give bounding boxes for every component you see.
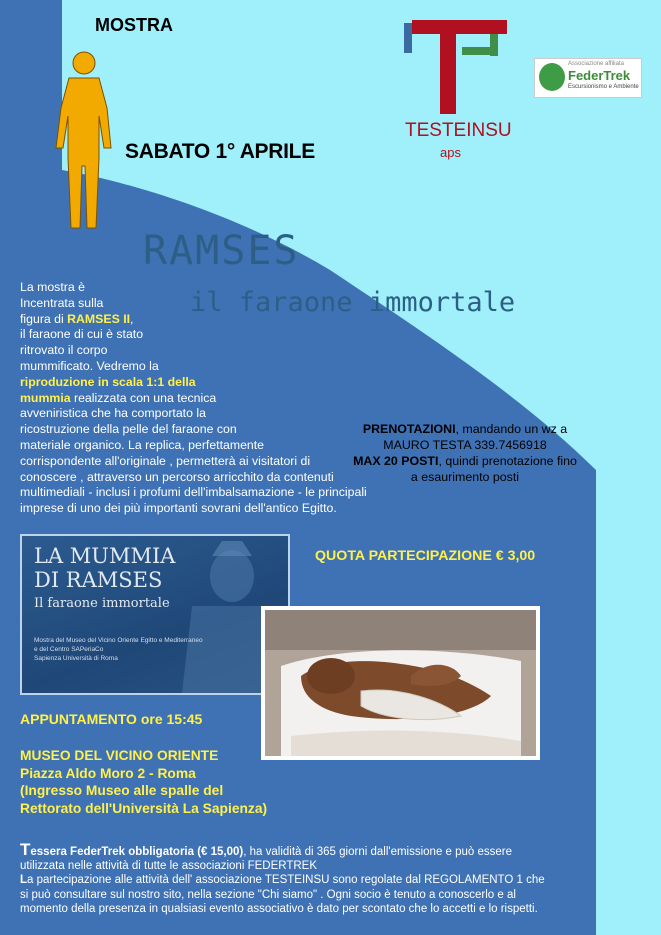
footer-text (20, 840, 650, 916)
ramses-highlight: RAMSES II (67, 311, 131, 326)
footer-initial: L (20, 874, 28, 887)
intro-highlight-line: riproduzione in scala 1:1 della (20, 374, 196, 389)
poster-title-2: DI RAMSES (34, 568, 163, 592)
intro-span: figura di (20, 311, 68, 326)
footer-tessera: essera FederTrek obbligatoria (€ 15,00) (30, 846, 244, 858)
museo-line: MUSEO DEL VICINO ORIENTE (20, 748, 219, 763)
intro-line: corrispondente all'originale , permetterà ai visitatori di (20, 453, 311, 468)
intro-line: ricostruzione della pelle del faraone con (20, 422, 237, 437)
mummy-photo (261, 606, 540, 760)
footer-line: momento della presenza in qualsiasi evento associativo è dato per scontato che lo accetti e lo rispetti. (20, 902, 538, 915)
testeinsu-name: TESTEINSU (405, 120, 512, 141)
federtrek-globe-icon (539, 63, 565, 91)
poster-image (20, 534, 290, 695)
appuntamento: APPUNTAMENTO ore 15:45 (20, 711, 203, 727)
intro-line: materiale organico. La replica, perfettamente (20, 437, 265, 452)
intro-line: avveniristica che ha comportato la (20, 406, 206, 421)
prenotazioni-block (340, 421, 590, 485)
intro-line: Incentrata sulla (20, 295, 104, 310)
quota-partecipazione: QUOTA PARTECIPAZIONE € 3,00 (315, 548, 536, 564)
intro-line (20, 391, 380, 407)
mummia-highlight: mummia (20, 390, 71, 405)
person-silhouette-icon (49, 48, 119, 238)
footer-line (20, 840, 650, 859)
testeinsu-aps: aps (440, 145, 461, 160)
testeinsu-logo-icon (402, 17, 512, 117)
federtrek-name: FederTrek (568, 68, 631, 83)
max-posti-label: MAX 20 POSTI (353, 454, 439, 468)
museo-address (20, 747, 267, 817)
poster-caption-line: Mostra del Museo del Vicino Oriente Egitto e Mediterraneo (34, 637, 203, 644)
intro-line: multimediali - inclusi i profumi dell'imbalsamazione - le principali (20, 485, 367, 500)
prenotazioni-line (340, 421, 590, 437)
intro-line: conoscere , attraverso un percorso arricchito da contenuti (20, 469, 334, 484)
poster-caption (34, 636, 203, 663)
footer-line: utilizzata nelle attività di tutte le associazioni FEDERTREK (20, 860, 318, 873)
poster-subtitle: Il faraone immortale (34, 596, 170, 611)
intro-line: La mostra è (20, 280, 85, 294)
footer-line (20, 873, 650, 887)
intro-text (20, 280, 380, 517)
intro-span: , (130, 311, 134, 326)
prenotazioni-text: , mandando un wz a (455, 422, 568, 436)
poster-caption-line: e del Centro SAPeriaCo (34, 646, 104, 653)
intro-line (20, 312, 380, 328)
museo-line: Piazza Aldo Moro 2 - Roma (20, 765, 196, 781)
federtrek-tagline: Associazione affiliata (568, 61, 624, 67)
footer-span: a partecipazione alle attività dell' associazione TESTEINSU sono regolate dal REGOLAMENTO 1 che (27, 874, 545, 887)
prenotazioni-contact: MAURO TESTA 339.7456918 (383, 438, 547, 452)
prenotazioni-label: PRENOTAZIONI (362, 422, 456, 436)
prenotazioni-text: , quindi prenotazione fino (438, 454, 577, 468)
mostra-label: MOSTRA (95, 15, 173, 35)
federtrek-logo (534, 58, 642, 98)
museo-line: Rettorato dell'Università La Sapienza) (20, 800, 268, 816)
poster-caption-line: Sapienza Università di Roma (34, 655, 118, 662)
footer-line: si può consultare sul nostro sito, nella sezione "Chi siamo" . Ogni socio è tenuto a conoscerlo e al (20, 888, 516, 901)
intro-line: il faraone di cui è stato (20, 327, 144, 342)
title-subtitle: il faraone immortale (190, 287, 516, 318)
federtrek-sub: Escursionismo e Ambiente (568, 84, 639, 90)
title-main: RAMSES (143, 228, 300, 274)
event-date: SABATO 1° APRILE (125, 140, 315, 163)
prenotazioni-line: a esaurimento posti (410, 470, 520, 484)
intro-line: imprese di uno dei più importanti sovrani dell'antico Egitto. (20, 501, 337, 516)
intro-line: mummificato. Vedremo la (20, 358, 159, 373)
footer-initial: T (20, 840, 31, 859)
prenotazioni-line (340, 453, 590, 469)
intro-span: realizzata con una tecnica (70, 390, 217, 405)
poster-title-1: LA MUMMIA (34, 544, 176, 568)
intro-line: ritrovato il corpo (20, 343, 108, 358)
footer-span: , ha validità di 365 giorni dall'emissione e può essere (243, 846, 513, 858)
museo-line: (Ingresso Museo alle spalle del (20, 783, 224, 798)
